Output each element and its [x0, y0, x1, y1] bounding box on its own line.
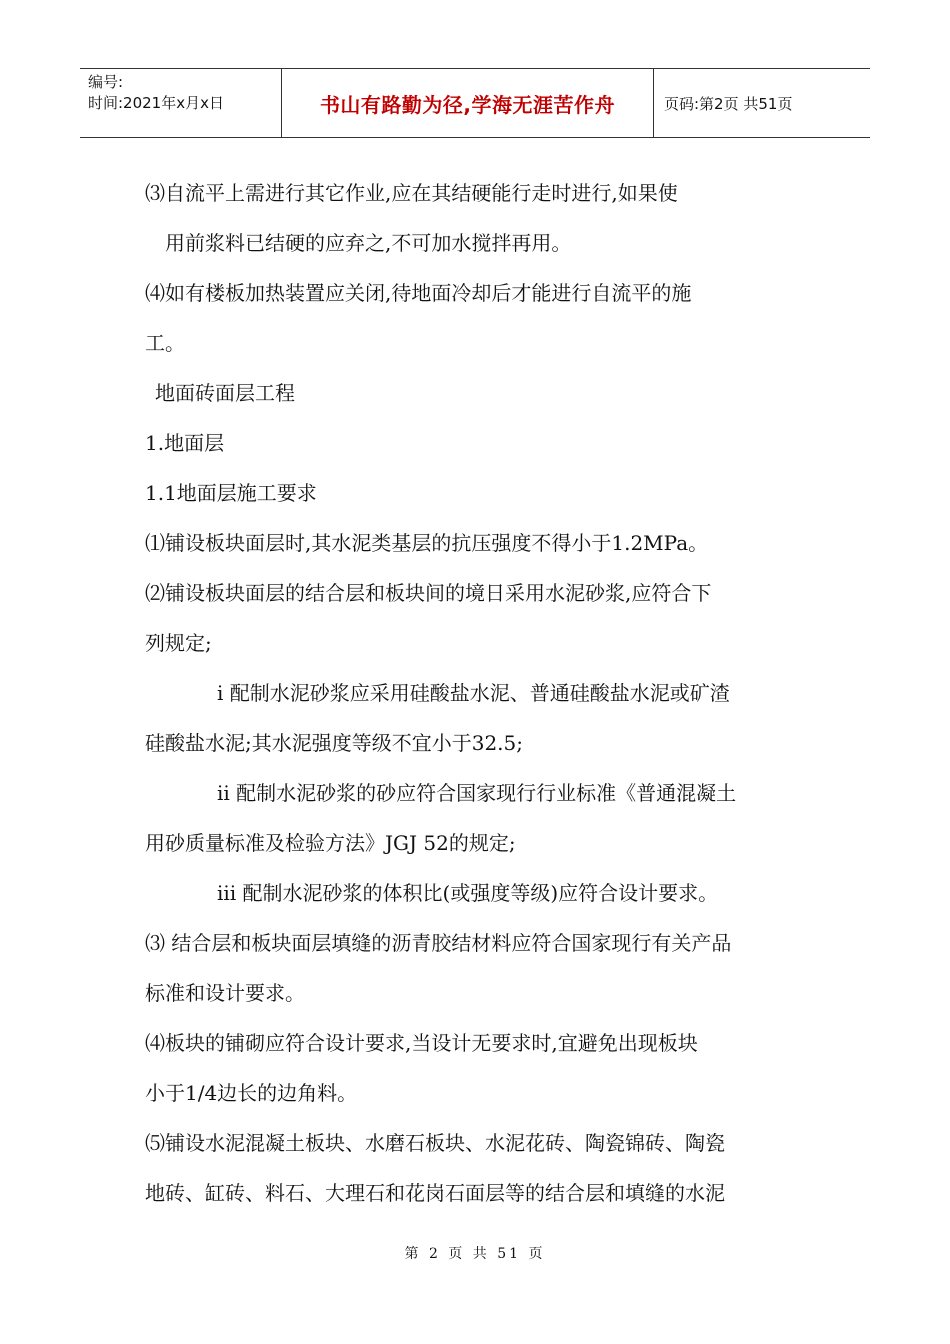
subsection-title: 1.1地面层施工要求 [145, 481, 317, 505]
paragraph-line: ⑸铺设水泥混凝土板块、水磨石板块、水泥花砖、陶瓷锦砖、陶瓷 [145, 1131, 725, 1155]
list-item-line: ⅲ 配制水泥砂浆的体积比(或强度等级)应符合设计要求。 [217, 881, 719, 905]
paragraph-line: ⑷如有楼板加热装置应关闭,待地面冷却后才能进行自流平的施 [145, 281, 692, 305]
list-item-line: 硅酸盐水泥;其水泥强度等级不宜小于32.5; [145, 731, 524, 755]
paragraph-line: 小于1/4边长的边角料。 [145, 1081, 358, 1105]
paragraph-line: ⑷板块的铺砌应符合设计要求,当设计无要求时,宜避免出现板块 [145, 1031, 698, 1055]
section-heading: 地面砖面层工程 [155, 381, 295, 405]
paragraph-line: ⑴铺设板块面层时,其水泥类基层的抗压强度不得小于1.2MPa。 [145, 531, 709, 555]
header-motto: 书山有路勤为径,学海无涯苦作舟 [282, 69, 654, 137]
document-body [145, 168, 810, 1218]
header-page-info: 页码:第2页 共51页 [664, 94, 793, 113]
paragraph-line: 标准和设计要求。 [145, 981, 305, 1005]
paragraph-line: ⑶自流平上需进行其它作业,应在其结硬能行走时进行,如果使 [145, 181, 678, 205]
list-item-line: 用砂质量标准及检验方法》JGJ 52的规定; [145, 831, 516, 855]
list-item-line: ⅰ 配制水泥砂浆应采用硅酸盐水泥、普通硅酸盐水泥或矿渣 [217, 681, 730, 705]
paragraph-line: 列规定; [145, 631, 212, 655]
paragraph-line: ⑶ 结合层和板块面层填缝的沥青胶结材料应符合国家现行有关产品 [145, 931, 732, 955]
paragraph-line: 用前浆料已结硬的应弃之,不可加水搅拌再用。 [165, 231, 572, 255]
number-label: 编号: [88, 73, 124, 91]
paragraph-line: 工。 [145, 331, 185, 355]
time-label: 时间:2021年x月x日 [88, 94, 224, 112]
page-footer: 第 2 页 共 51 页 [404, 1246, 546, 1262]
section-title: 1.地面层 [145, 431, 225, 455]
header-meta [80, 69, 282, 137]
list-item-line: ⅱ 配制水泥砂浆的砂应符合国家现行行业标准《普通混凝土 [217, 781, 737, 805]
page-header [80, 68, 870, 138]
paragraph-line: 地砖、缸砖、料石、大理石和花岗石面层等的结合层和填缝的水泥 [145, 1181, 725, 1205]
paragraph-line: ⑵铺设板块面层的结合层和板块间的境日采用水泥砂浆,应符合下 [145, 581, 712, 605]
